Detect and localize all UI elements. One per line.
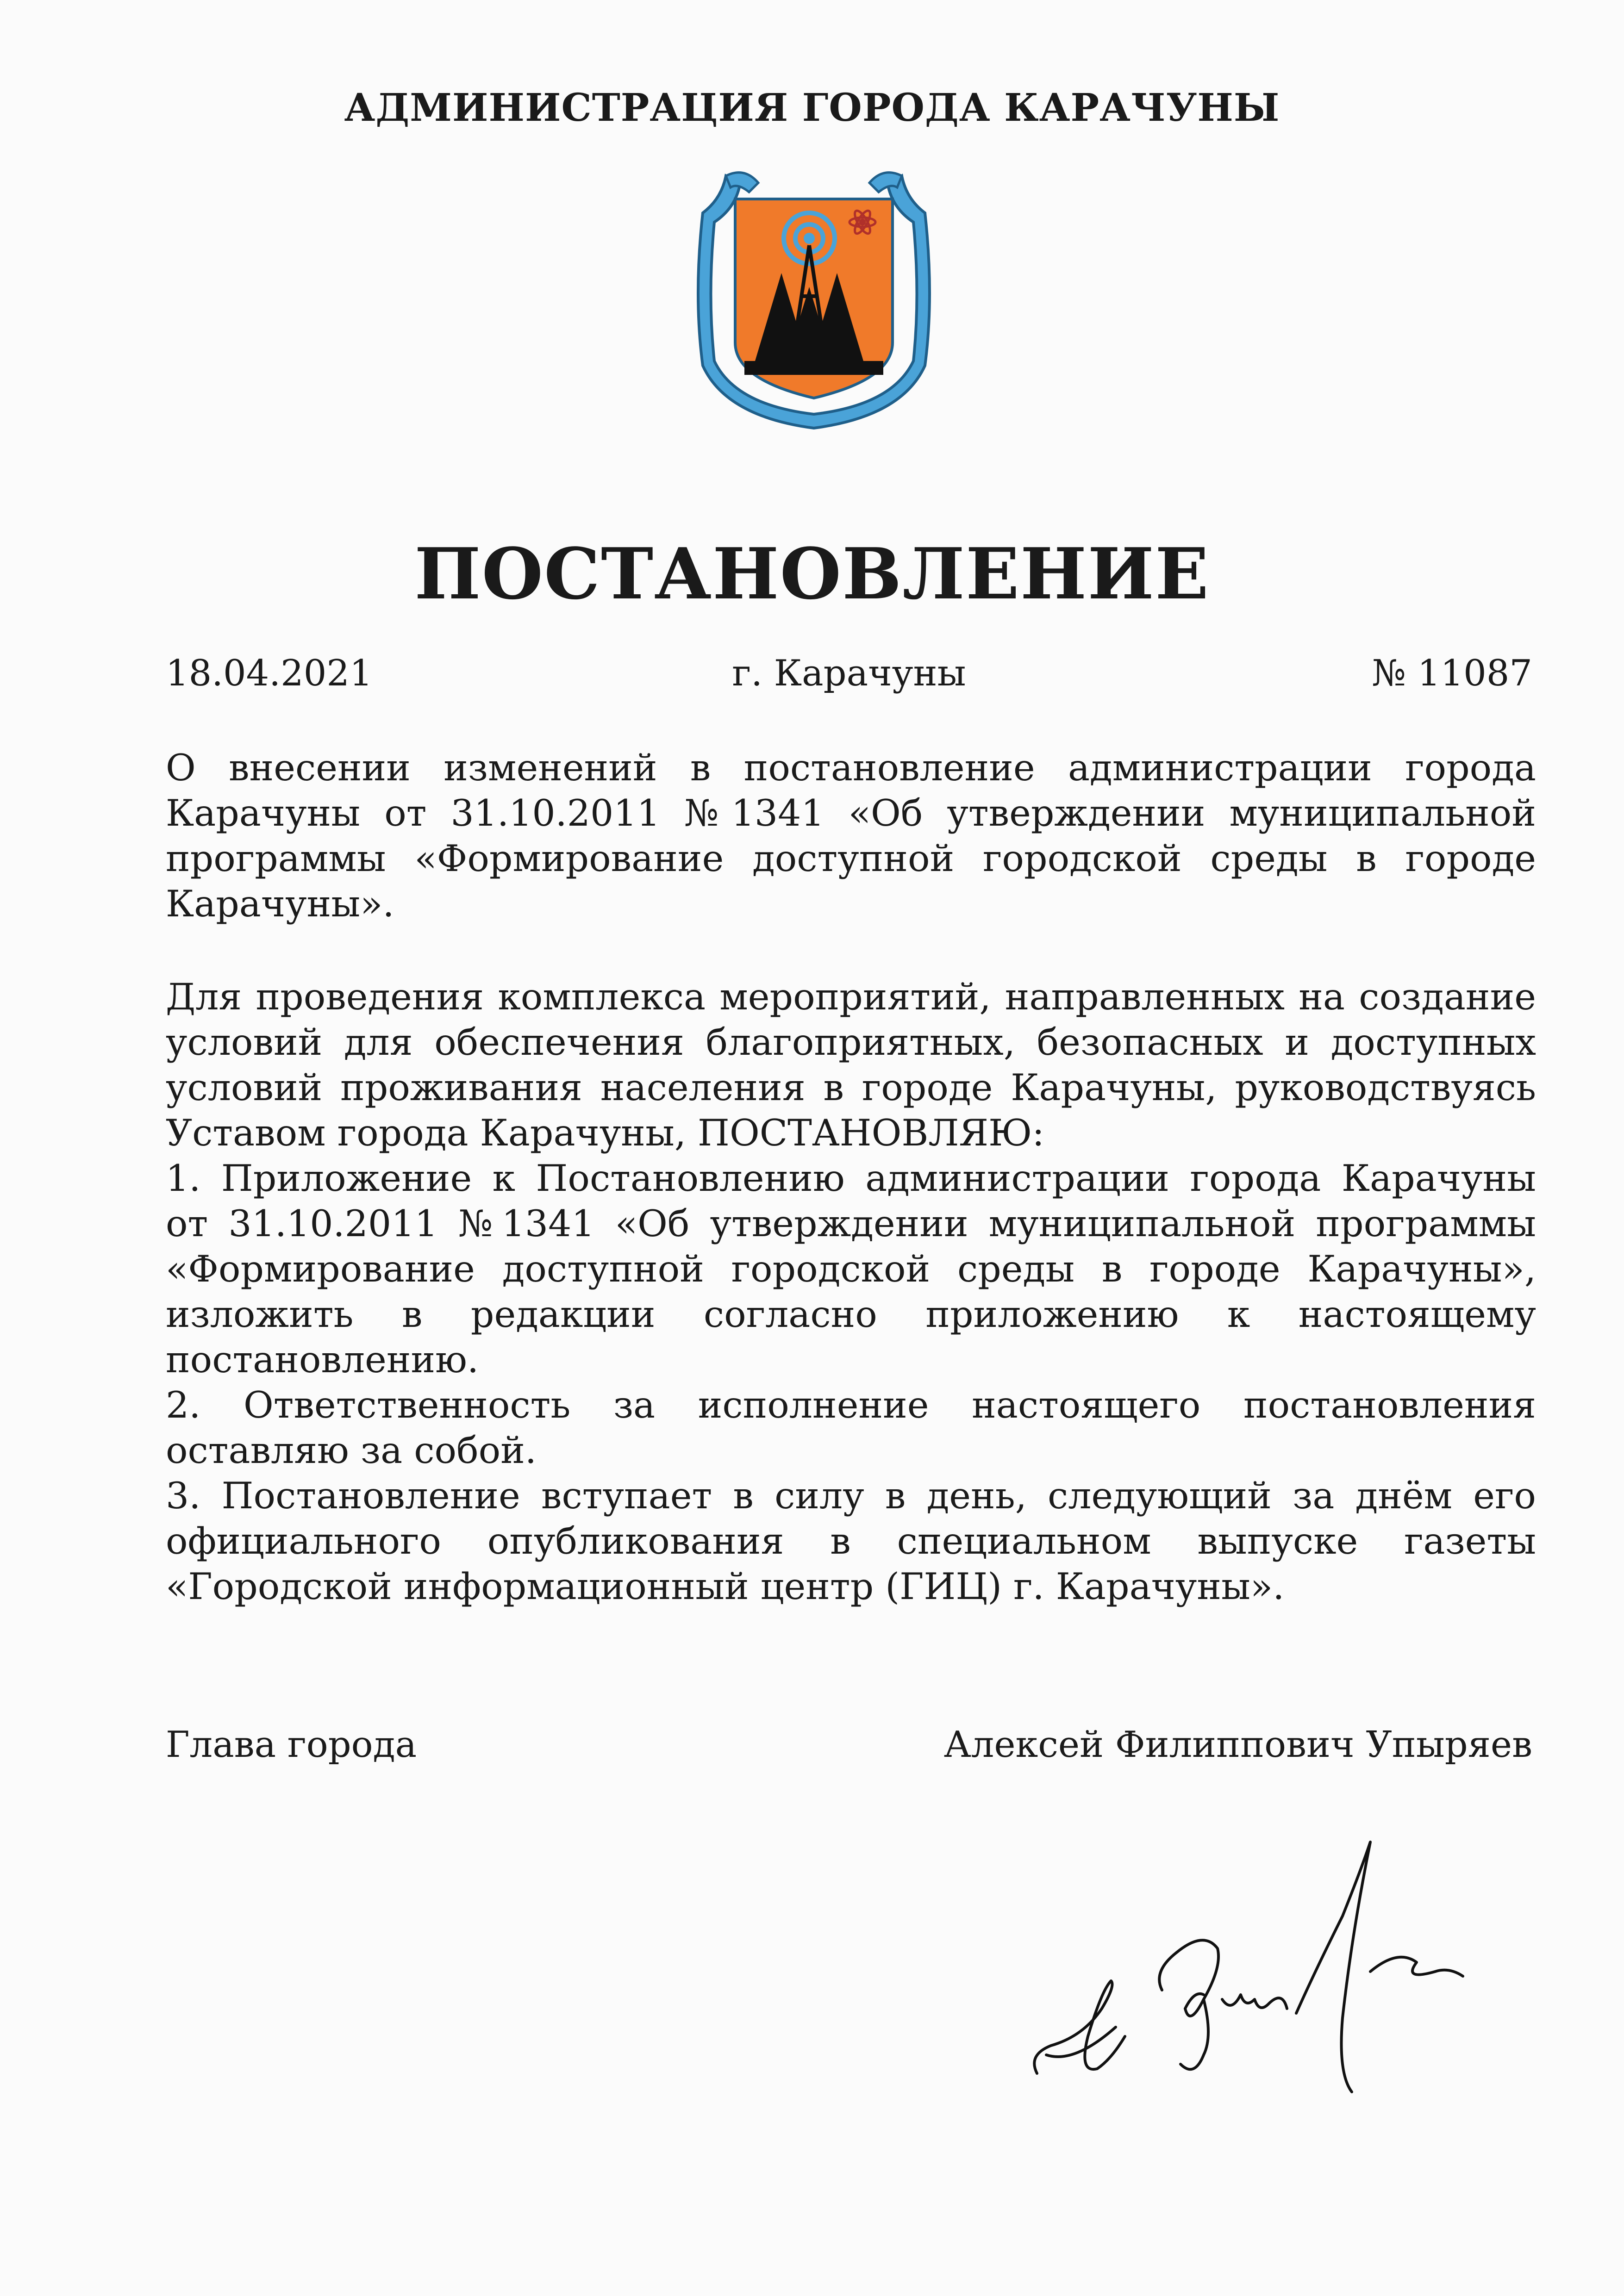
item-2: 2. Ответственность за исполнение настоящего постановления оставляю за собой.	[166, 1384, 1536, 1472]
document-subject: О внесении изменений в постановление администрации города Карачуны от 31.10.2011 №1341 «Об утверждении муниципальной программы «Формирование доступной городской среды в городе Карачуны».	[166, 747, 1536, 925]
document-meta	[166, 653, 1532, 703]
preamble: Для проведения комплекса мероприятий, направленных на создание условий для обеспечения благоприятных, безопасных и доступных условий проживания населения в городе Карачуны, руководствуясь Уставом города Карачуны, ПОСТАНОВЛЯЮ:	[166, 976, 1536, 1154]
document-date: 18.04.2021	[166, 653, 373, 694]
signature-block	[166, 1724, 1532, 1775]
organization-name: АДМИНИСТРАЦИЯ ГОРОДА КАРАЧУНЫ	[344, 86, 1280, 130]
document-title: ПОСТАНОВЛЕНИЕ	[414, 532, 1210, 615]
document-body	[166, 974, 1536, 1609]
item-1: 1. Приложение к Постановлению администрации города Карачуны от 31.10.2011 №1341 «Об утверждении муниципальной программы «Формирование доступной городской среды в городе Карачуны», изложить в редакции согласно приложению к настоящему постановлению.	[166, 1157, 1536, 1381]
signer-name: Алексей Филиппович Упыряев	[943, 1724, 1532, 1766]
document-place: г. Карачуны	[732, 653, 966, 694]
coat-of-arms-icon	[684, 157, 943, 433]
handwritten-signature	[1018, 1796, 1481, 2147]
item-3: 3. Постановление вступает в силу в день, следующий за днём его официального опубликования в специальном выпуске газеты «Городской информационный центр (ГИЦ) г. Карачуны».	[166, 1475, 1536, 1608]
signer-role: Глава города	[166, 1724, 417, 1766]
document-number: № 11087	[1372, 653, 1532, 694]
